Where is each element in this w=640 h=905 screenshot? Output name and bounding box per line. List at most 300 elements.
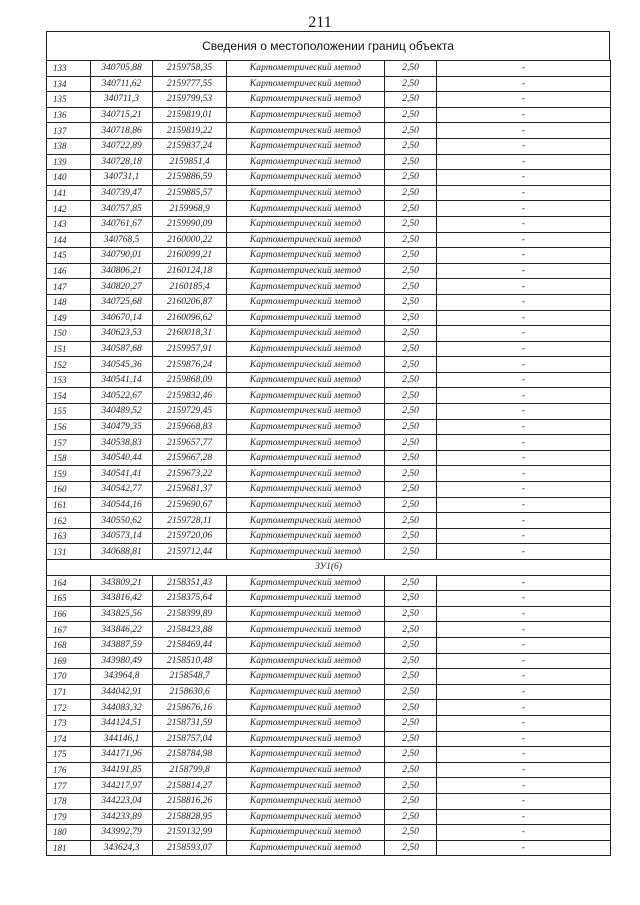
x-coordinate-cell: 340705,88 — [91, 61, 153, 77]
x-coordinate-cell: 344233,89 — [91, 809, 153, 825]
table-row — [47, 840, 611, 856]
method-cell: Картометрический метод — [227, 606, 385, 622]
method-cell: Картометрический метод — [227, 419, 385, 435]
table-row — [47, 528, 611, 544]
y-coordinate-cell: 2159832,46 — [153, 388, 227, 404]
table-row — [47, 170, 611, 186]
table-row — [47, 497, 611, 513]
accuracy-cell: 2,50 — [385, 731, 437, 747]
description-cell: - — [437, 232, 611, 248]
description-cell: - — [437, 606, 611, 622]
table-row — [47, 232, 611, 248]
x-coordinate-cell: 340670,14 — [91, 310, 153, 326]
x-coordinate-cell: 340711,3 — [91, 92, 153, 108]
description-cell: - — [437, 263, 611, 279]
x-coordinate-cell: 344083,32 — [91, 700, 153, 716]
accuracy-cell: 2,50 — [385, 513, 437, 529]
table-row — [47, 637, 611, 653]
point-number-cell: 179 — [47, 809, 91, 825]
y-coordinate-cell: 2158784,98 — [153, 747, 227, 763]
description-cell: - — [437, 357, 611, 373]
point-number-cell: 163 — [47, 528, 91, 544]
accuracy-cell: 2,50 — [385, 357, 437, 373]
y-coordinate-cell: 2159819,22 — [153, 123, 227, 139]
y-coordinate-cell: 2159681,37 — [153, 482, 227, 498]
y-coordinate-cell: 2159667,28 — [153, 450, 227, 466]
page-number: 211 — [308, 14, 332, 31]
method-cell: Картометрический метод — [227, 591, 385, 607]
method-cell: Картометрический метод — [227, 388, 385, 404]
point-number-cell: 160 — [47, 482, 91, 498]
table-row — [47, 185, 611, 201]
point-number-cell: 148 — [47, 294, 91, 310]
description-cell: - — [437, 341, 611, 357]
method-cell: Картометрический метод — [227, 372, 385, 388]
point-number-cell: 158 — [47, 450, 91, 466]
description-cell: - — [437, 170, 611, 186]
point-number-cell: 157 — [47, 435, 91, 451]
table-row — [47, 653, 611, 669]
x-coordinate-cell: 343964,8 — [91, 669, 153, 685]
x-coordinate-cell: 340623,53 — [91, 326, 153, 342]
method-cell: Картометрический метод — [227, 404, 385, 420]
point-number-cell: 169 — [47, 653, 91, 669]
y-coordinate-cell: 2158548,7 — [153, 669, 227, 685]
y-coordinate-cell: 2158375,64 — [153, 591, 227, 607]
point-number-cell: 155 — [47, 404, 91, 420]
x-coordinate-cell: 340538,83 — [91, 435, 153, 451]
accuracy-cell: 2,50 — [385, 279, 437, 295]
description-cell: - — [437, 92, 611, 108]
x-coordinate-cell: 343825,56 — [91, 606, 153, 622]
point-number-cell: 142 — [47, 201, 91, 217]
table-row — [47, 92, 611, 108]
accuracy-cell: 2,50 — [385, 715, 437, 731]
y-coordinate-cell: 2158469,44 — [153, 637, 227, 653]
method-cell: Картометрический метод — [227, 450, 385, 466]
coordinates-table — [46, 60, 611, 856]
point-number-cell: 168 — [47, 637, 91, 653]
x-coordinate-cell: 343992,79 — [91, 825, 153, 841]
x-coordinate-cell: 340479,35 — [91, 419, 153, 435]
description-cell: - — [437, 294, 611, 310]
method-cell: Картометрический метод — [227, 466, 385, 482]
accuracy-cell: 2,50 — [385, 123, 437, 139]
accuracy-cell: 2,50 — [385, 606, 437, 622]
description-cell: - — [437, 575, 611, 591]
x-coordinate-cell: 340757,85 — [91, 201, 153, 217]
x-coordinate-cell: 340739,47 — [91, 185, 153, 201]
table-row — [47, 154, 611, 170]
table-row — [47, 201, 611, 217]
accuracy-cell: 2,50 — [385, 575, 437, 591]
method-cell: Картометрический метод — [227, 793, 385, 809]
x-coordinate-cell: 343624,3 — [91, 840, 153, 856]
x-coordinate-cell: 343980,49 — [91, 653, 153, 669]
method-cell: Картометрический метод — [227, 840, 385, 856]
x-coordinate-cell: 340587,68 — [91, 341, 153, 357]
method-cell: Картометрический метод — [227, 513, 385, 529]
method-cell: Картометрический метод — [227, 107, 385, 123]
accuracy-cell: 2,50 — [385, 248, 437, 264]
accuracy-cell: 2,50 — [385, 404, 437, 420]
method-cell: Картометрический метод — [227, 778, 385, 794]
description-cell: - — [437, 404, 611, 420]
point-number-cell: 152 — [47, 357, 91, 373]
table-row — [47, 76, 611, 92]
table-row — [47, 310, 611, 326]
accuracy-cell: 2,50 — [385, 466, 437, 482]
x-coordinate-cell: 343816,42 — [91, 591, 153, 607]
x-coordinate-cell: 340550,62 — [91, 513, 153, 529]
point-number-cell: 139 — [47, 154, 91, 170]
table-row — [47, 700, 611, 716]
table-row — [47, 513, 611, 529]
description-cell: - — [437, 731, 611, 747]
description-cell: - — [437, 310, 611, 326]
x-coordinate-cell: 340544,16 — [91, 497, 153, 513]
description-cell: - — [437, 793, 611, 809]
section-row — [47, 560, 611, 576]
method-cell: Картометрический метод — [227, 684, 385, 700]
x-coordinate-cell: 340761,67 — [91, 216, 153, 232]
y-coordinate-cell: 2158399,89 — [153, 606, 227, 622]
table-row — [47, 61, 611, 77]
accuracy-cell: 2,50 — [385, 482, 437, 498]
x-coordinate-cell: 343887,59 — [91, 637, 153, 653]
y-coordinate-cell: 2158676,16 — [153, 700, 227, 716]
accuracy-cell: 2,50 — [385, 326, 437, 342]
accuracy-cell: 2,50 — [385, 185, 437, 201]
table-row — [47, 747, 611, 763]
point-number-cell: 162 — [47, 513, 91, 529]
x-coordinate-cell: 340542,77 — [91, 482, 153, 498]
table-row — [47, 450, 611, 466]
description-cell: - — [437, 653, 611, 669]
y-coordinate-cell: 2159668,83 — [153, 419, 227, 435]
x-coordinate-cell: 340541,14 — [91, 372, 153, 388]
point-number-cell: 136 — [47, 107, 91, 123]
x-coordinate-cell: 340806,21 — [91, 263, 153, 279]
y-coordinate-cell: 2158510,48 — [153, 653, 227, 669]
description-cell: - — [437, 138, 611, 154]
coordinates-sheet — [46, 31, 610, 856]
x-coordinate-cell: 344124,51 — [91, 715, 153, 731]
x-coordinate-cell: 340489,52 — [91, 404, 153, 420]
coordinates-table-body — [47, 61, 611, 856]
point-number-cell: 151 — [47, 341, 91, 357]
description-cell: - — [437, 216, 611, 232]
table-row — [47, 622, 611, 638]
description-cell: - — [437, 372, 611, 388]
point-number-cell: 164 — [47, 575, 91, 591]
description-cell: - — [437, 747, 611, 763]
y-coordinate-cell: 2159690,67 — [153, 497, 227, 513]
table-row — [47, 778, 611, 794]
accuracy-cell: 2,50 — [385, 372, 437, 388]
table-row — [47, 731, 611, 747]
x-coordinate-cell: 340522,67 — [91, 388, 153, 404]
table-row — [47, 263, 611, 279]
point-number-cell: 176 — [47, 762, 91, 778]
y-coordinate-cell: 2160124,18 — [153, 263, 227, 279]
description-cell: - — [437, 450, 611, 466]
point-number-cell: 166 — [47, 606, 91, 622]
accuracy-cell: 2,50 — [385, 840, 437, 856]
y-coordinate-cell: 2160096,62 — [153, 310, 227, 326]
y-coordinate-cell: 2159758,35 — [153, 61, 227, 77]
section-label: ЗУ1(6) — [47, 560, 611, 576]
accuracy-cell: 2,50 — [385, 747, 437, 763]
x-coordinate-cell: 344171,96 — [91, 747, 153, 763]
y-coordinate-cell: 2158630,6 — [153, 684, 227, 700]
method-cell: Картометрический метод — [227, 357, 385, 373]
point-number-cell: 146 — [47, 263, 91, 279]
method-cell: Картометрический метод — [227, 637, 385, 653]
y-coordinate-cell: 2158593,07 — [153, 840, 227, 856]
point-number-cell: 137 — [47, 123, 91, 139]
method-cell: Картометрический метод — [227, 715, 385, 731]
table-row — [47, 669, 611, 685]
method-cell: Картометрический метод — [227, 762, 385, 778]
table-row — [47, 326, 611, 342]
point-number-cell: 180 — [47, 825, 91, 841]
description-cell: - — [437, 840, 611, 856]
description-cell: - — [437, 107, 611, 123]
method-cell: Картометрический метод — [227, 92, 385, 108]
y-coordinate-cell: 2159673,22 — [153, 466, 227, 482]
table-row — [47, 544, 611, 560]
point-number-cell: 141 — [47, 185, 91, 201]
y-coordinate-cell: 2159729,45 — [153, 404, 227, 420]
description-cell: - — [437, 622, 611, 638]
method-cell: Картометрический метод — [227, 731, 385, 747]
accuracy-cell: 2,50 — [385, 653, 437, 669]
method-cell: Картометрический метод — [227, 326, 385, 342]
method-cell: Картометрический метод — [227, 170, 385, 186]
method-cell: Картометрический метод — [227, 248, 385, 264]
y-coordinate-cell: 2159968,9 — [153, 201, 227, 217]
table-row — [47, 404, 611, 420]
description-cell: - — [437, 279, 611, 295]
x-coordinate-cell: 340722,89 — [91, 138, 153, 154]
table-row — [47, 388, 611, 404]
accuracy-cell: 2,50 — [385, 232, 437, 248]
point-number-cell: 140 — [47, 170, 91, 186]
x-coordinate-cell: 340728,18 — [91, 154, 153, 170]
accuracy-cell: 2,50 — [385, 216, 437, 232]
accuracy-cell: 2,50 — [385, 700, 437, 716]
accuracy-cell: 2,50 — [385, 762, 437, 778]
y-coordinate-cell: 2159720,06 — [153, 528, 227, 544]
description-cell: - — [437, 544, 611, 560]
table-row — [47, 123, 611, 139]
description-cell: - — [437, 185, 611, 201]
accuracy-cell: 2,50 — [385, 809, 437, 825]
accuracy-cell: 2,50 — [385, 669, 437, 685]
y-coordinate-cell: 2160000,22 — [153, 232, 227, 248]
method-cell: Картометрический метод — [227, 138, 385, 154]
point-number-cell: 172 — [47, 700, 91, 716]
description-cell: - — [437, 637, 611, 653]
table-row — [47, 575, 611, 591]
point-number-cell: 144 — [47, 232, 91, 248]
y-coordinate-cell: 2159728,11 — [153, 513, 227, 529]
accuracy-cell: 2,50 — [385, 61, 437, 77]
method-cell: Картометрический метод — [227, 575, 385, 591]
accuracy-cell: 2,50 — [385, 435, 437, 451]
accuracy-cell: 2,50 — [385, 154, 437, 170]
method-cell: Картометрический метод — [227, 61, 385, 77]
x-coordinate-cell: 344223,04 — [91, 793, 153, 809]
description-cell: - — [437, 528, 611, 544]
method-cell: Картометрический метод — [227, 123, 385, 139]
accuracy-cell: 2,50 — [385, 294, 437, 310]
method-cell: Картометрический метод — [227, 482, 385, 498]
table-row — [47, 419, 611, 435]
table-row — [47, 294, 611, 310]
point-number-cell: 177 — [47, 778, 91, 794]
table-row — [47, 466, 611, 482]
method-cell: Картометрический метод — [227, 201, 385, 217]
x-coordinate-cell: 344217,97 — [91, 778, 153, 794]
accuracy-cell: 2,50 — [385, 201, 437, 217]
method-cell: Картометрический метод — [227, 544, 385, 560]
description-cell: - — [437, 61, 611, 77]
method-cell: Картометрический метод — [227, 669, 385, 685]
accuracy-cell: 2,50 — [385, 76, 437, 92]
description-cell: - — [437, 778, 611, 794]
description-cell: - — [437, 497, 611, 513]
description-cell: - — [437, 762, 611, 778]
accuracy-cell: 2,50 — [385, 138, 437, 154]
method-cell: Картометрический метод — [227, 528, 385, 544]
point-number-cell: 149 — [47, 310, 91, 326]
y-coordinate-cell: 2158351,43 — [153, 575, 227, 591]
table-row — [47, 684, 611, 700]
accuracy-cell: 2,50 — [385, 310, 437, 326]
point-number-cell: 159 — [47, 466, 91, 482]
x-coordinate-cell: 340545,36 — [91, 357, 153, 373]
table-row — [47, 357, 611, 373]
point-number-cell: 170 — [47, 669, 91, 685]
y-coordinate-cell: 2160018,31 — [153, 326, 227, 342]
table-row — [47, 279, 611, 295]
method-cell: Картометрический метод — [227, 622, 385, 638]
table-row — [47, 216, 611, 232]
point-number-cell: 138 — [47, 138, 91, 154]
method-cell: Картометрический метод — [227, 185, 385, 201]
x-coordinate-cell: 344191,85 — [91, 762, 153, 778]
method-cell: Картометрический метод — [227, 279, 385, 295]
table-row — [47, 825, 611, 841]
x-coordinate-cell: 340711,62 — [91, 76, 153, 92]
point-number-cell: 143 — [47, 216, 91, 232]
description-cell: - — [437, 419, 611, 435]
y-coordinate-cell: 2158423,88 — [153, 622, 227, 638]
x-coordinate-cell: 340688,81 — [91, 544, 153, 560]
description-cell: - — [437, 388, 611, 404]
accuracy-cell: 2,50 — [385, 419, 437, 435]
accuracy-cell: 2,50 — [385, 544, 437, 560]
y-coordinate-cell: 2160185,4 — [153, 279, 227, 295]
method-cell: Картометрический метод — [227, 76, 385, 92]
method-cell: Картометрический метод — [227, 216, 385, 232]
method-cell: Картометрический метод — [227, 700, 385, 716]
method-cell: Картометрический метод — [227, 435, 385, 451]
method-cell: Картометрический метод — [227, 497, 385, 513]
description-cell: - — [437, 248, 611, 264]
method-cell: Картометрический метод — [227, 653, 385, 669]
x-coordinate-cell: 344042,91 — [91, 684, 153, 700]
point-number-cell: 134 — [47, 76, 91, 92]
description-cell: - — [437, 123, 611, 139]
point-number-cell: 161 — [47, 497, 91, 513]
point-number-cell: 173 — [47, 715, 91, 731]
description-cell: - — [437, 715, 611, 731]
description-cell: - — [437, 825, 611, 841]
description-cell: - — [437, 154, 611, 170]
table-row — [47, 138, 611, 154]
point-number-cell: 171 — [47, 684, 91, 700]
accuracy-cell: 2,50 — [385, 341, 437, 357]
description-cell: - — [437, 591, 611, 607]
y-coordinate-cell: 2159957,91 — [153, 341, 227, 357]
accuracy-cell: 2,50 — [385, 170, 437, 186]
accuracy-cell: 2,50 — [385, 637, 437, 653]
accuracy-cell: 2,50 — [385, 92, 437, 108]
y-coordinate-cell: 2159990,09 — [153, 216, 227, 232]
y-coordinate-cell: 2159819,01 — [153, 107, 227, 123]
description-cell: - — [437, 809, 611, 825]
y-coordinate-cell: 2159657,77 — [153, 435, 227, 451]
y-coordinate-cell: 2158799,8 — [153, 762, 227, 778]
accuracy-cell: 2,50 — [385, 778, 437, 794]
method-cell: Картометрический метод — [227, 341, 385, 357]
y-coordinate-cell: 2159886,59 — [153, 170, 227, 186]
x-coordinate-cell: 340541,41 — [91, 466, 153, 482]
y-coordinate-cell: 2160206,87 — [153, 294, 227, 310]
point-number-cell: 145 — [47, 248, 91, 264]
point-number-cell: 174 — [47, 731, 91, 747]
x-coordinate-cell: 343846,22 — [91, 622, 153, 638]
y-coordinate-cell: 2159868,09 — [153, 372, 227, 388]
table-row — [47, 606, 611, 622]
point-number-cell: 181 — [47, 840, 91, 856]
method-cell: Картометрический метод — [227, 809, 385, 825]
point-number-cell: 178 — [47, 793, 91, 809]
point-number-cell: 167 — [47, 622, 91, 638]
accuracy-cell: 2,50 — [385, 591, 437, 607]
table-row — [47, 107, 611, 123]
method-cell: Картометрический метод — [227, 747, 385, 763]
method-cell: Картометрический метод — [227, 294, 385, 310]
x-coordinate-cell: 340820,27 — [91, 279, 153, 295]
point-number-cell: 165 — [47, 591, 91, 607]
x-coordinate-cell: 340731,1 — [91, 170, 153, 186]
y-coordinate-cell: 2158757,04 — [153, 731, 227, 747]
table-row — [47, 793, 611, 809]
point-number-cell: 153 — [47, 372, 91, 388]
accuracy-cell: 2,50 — [385, 450, 437, 466]
x-coordinate-cell: 343809,21 — [91, 575, 153, 591]
x-coordinate-cell: 340725,68 — [91, 294, 153, 310]
accuracy-cell: 2,50 — [385, 528, 437, 544]
table-row — [47, 435, 611, 451]
description-cell: - — [437, 326, 611, 342]
accuracy-cell: 2,50 — [385, 497, 437, 513]
point-number-cell: 135 — [47, 92, 91, 108]
